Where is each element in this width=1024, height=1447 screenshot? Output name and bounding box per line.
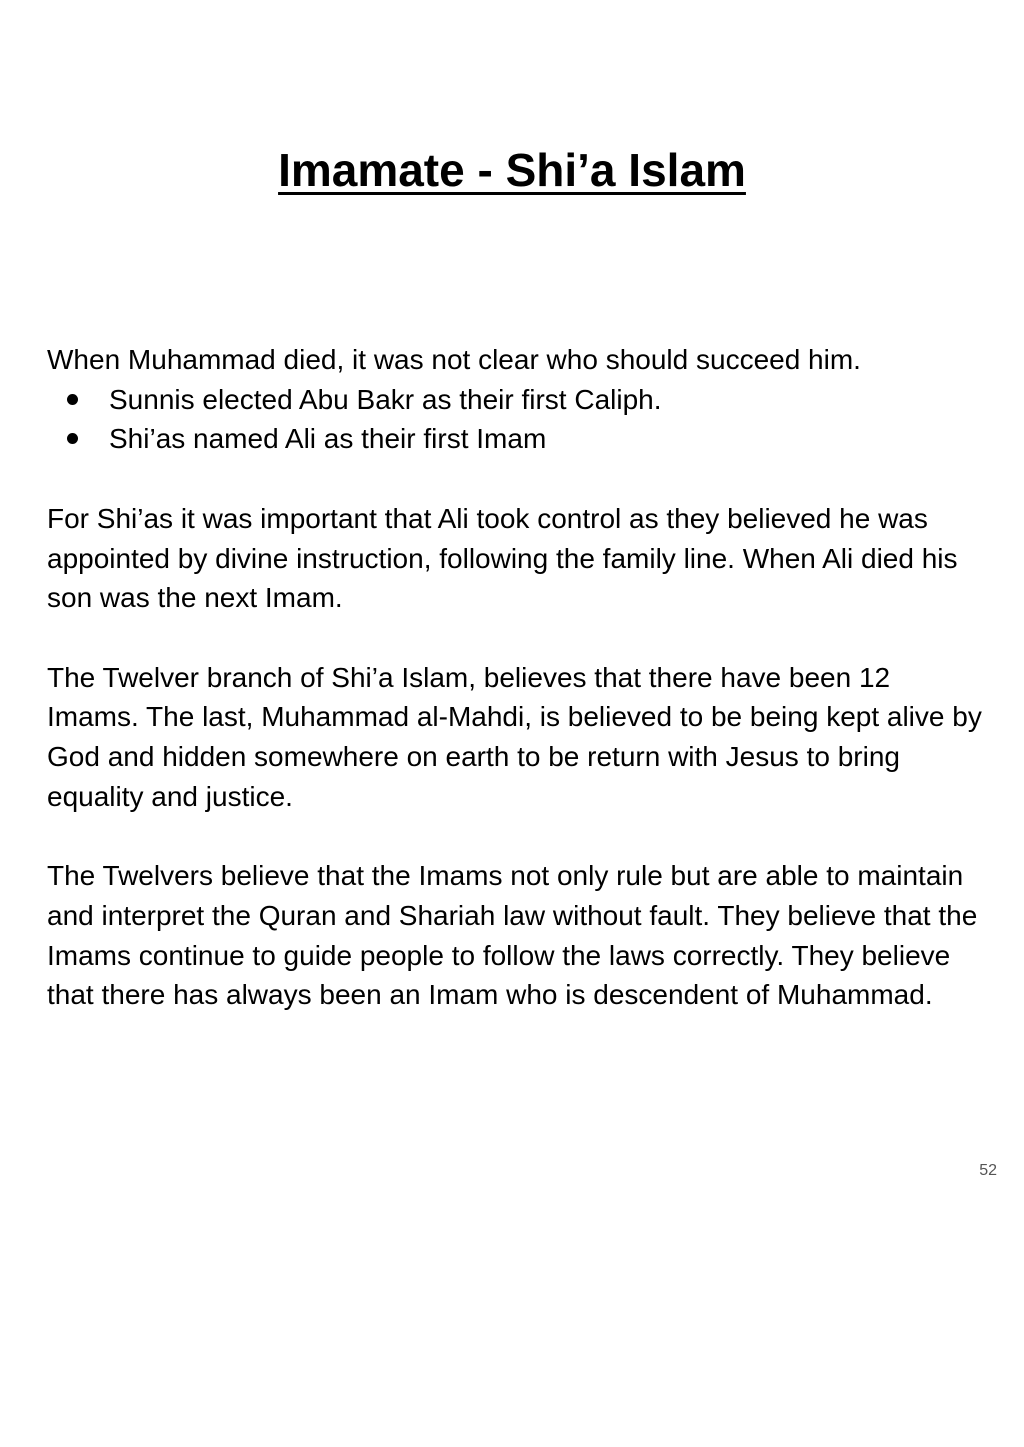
bullet-item-shias xyxy=(47,419,982,459)
page-title: Imamate - Shi’a Islam xyxy=(278,144,746,196)
intro-text: When Muhammad died, it was not clear who should succeed him. xyxy=(47,344,861,375)
paragraph-twelver-beliefs: The Twelvers believe that the Imams not only rule but are able to maintain and interpret the Quran and Shariah law without fault. They believe that the Imams continue to guide people to follow the laws correctly. They believe that there has always been an Imam who is descendent of Muhammad. xyxy=(47,860,978,1011)
bullet-dot-icon xyxy=(67,394,78,405)
bullet-text: Sunnis elected Abu Bakr as their first Caliph. xyxy=(109,383,662,415)
spacer xyxy=(47,816,982,856)
bullet-text: Shi’as named Ali as their first Imam xyxy=(109,423,547,455)
spacer xyxy=(47,618,982,658)
page-number: 52 xyxy=(979,1162,997,1179)
paragraph-succession: For Shi’as it was important that Ali took control as they believed he was appointed by divine instruction, following the family line. When Ali died his son was the next Imam. xyxy=(47,502,958,614)
bullet-dot-icon xyxy=(67,433,78,444)
bullet-list xyxy=(47,380,982,459)
bullet-item-sunnis xyxy=(47,380,982,420)
spacer xyxy=(47,459,982,499)
document-body xyxy=(47,340,982,1015)
paragraph-twelver-branch: The Twelver branch of Shi’a Islam, believes that there have been 12 Imams. The last, Muhammad al-Mahdi, is believed to be being kept alive by God and hidden somewhere on earth to be return with Jesus to bring equality and justice. xyxy=(47,661,982,812)
